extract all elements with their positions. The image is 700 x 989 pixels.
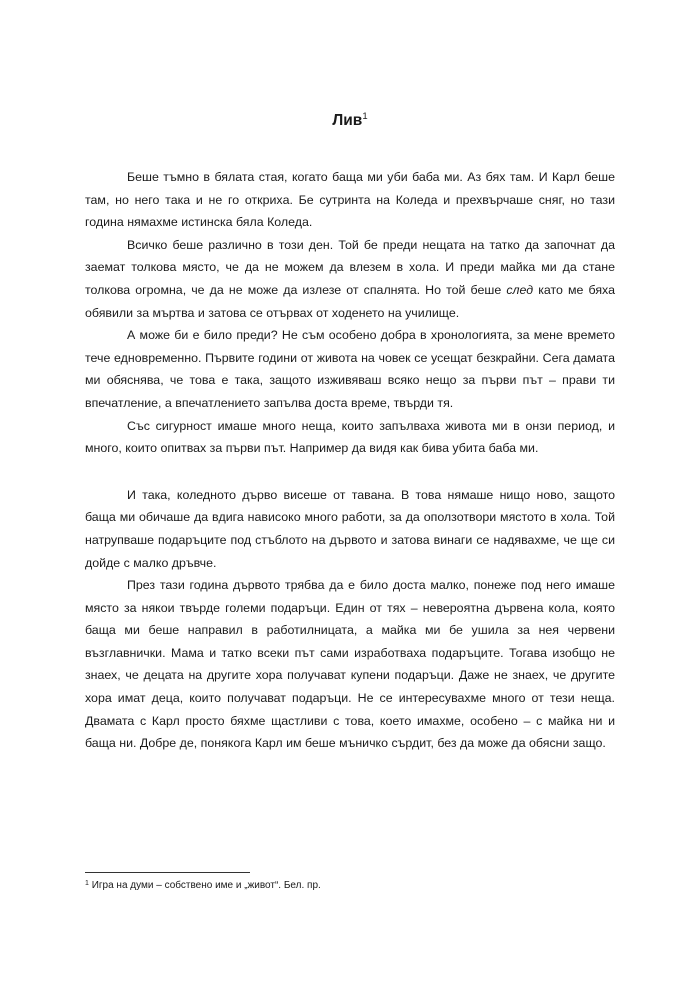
footnote (85, 879, 605, 893)
paragraph: А може би е било преди? Не съм особено добра в хронологията, за мене времето тече едновременно. Първите години от живота на човек се усещат безкрайни. Сега дамата ми обяснява, че това е така, защото изживяваш всяко нещо за първи път – прави ти впечатление, а впечатлението запълва доста време, твърди тя. (85, 328, 615, 410)
footnote-reference: 1 (362, 111, 368, 122)
paragraph-text: Всичко беше различно в този ден. Той бе преди нещата на татко да започнат да заемат толкова място, че да не можем да влезем в хола. И преди майка ми да стане толкова огромна, че да не може да излезе от спалнята. Но той беше (85, 237, 615, 297)
body-text (85, 166, 615, 755)
paragraph: През тази година дървото трябва да е било доста малко, понеже под него имаше място за някои твърде големи подаръци. Един от тях – невероятна дървена кола, която баща ми беше направил в работилницата, а майка ми бе ушила за нея червени възглавнички. Мама и татко всеки път сами изработваха подаръците. Тогава изобщо не знаех, че децата на другите хора получават купени подаръци. Даже не знаех, че другите хора имат деца, които получават подаръци. Не се интересувахме много от тези неща. Двамата с Карл просто бяхме щастливи с това, което имахме, особено – с майка ни и баща ни. Добре де, понякога Карл им беше мъничко сърдит, без да може да обясни защо. (85, 578, 615, 751)
chapter-title-text: Лив (332, 112, 363, 129)
paragraph-text: като ме бяха обявили за мъртва и затова се отървах от ходенето на училище. (85, 282, 615, 320)
paragraph: И така, коледното дърво висеше от тавана. В това нямаше нищо ново, защото баща ми обичаше да вдига нависоко много работи, за да оползотвори мястото в хола. Той натрупваше подаръците под стъблото на дървото и затова винаги се надявахме, че ще си дойде с малко дръвче. (85, 487, 615, 570)
footnote-mark: 1 (85, 880, 89, 887)
footnote-divider (85, 872, 250, 873)
paragraph: Беше тъмно в бялата стая, когато баща ми уби баба ми. Аз бях там. И Карл беше там, но него така и не го открихa. Бе сутринта на Коледа и прехвърчаше сняг, но тази година нямахме истинска бяла Коледа. (85, 170, 615, 230)
footnote-text: Игра на думи – собствено име и „живот“. Бел. пр. (91, 880, 321, 891)
emphasized-word: след (506, 282, 534, 297)
chapter-title (0, 111, 700, 131)
paragraph: Със сигурност имаше много неща, които запълваха живота ми в онзи период, и много, които опитвах за първи път. Например да видя как бива убита баба ми. (85, 418, 615, 456)
paragraph (85, 234, 615, 324)
